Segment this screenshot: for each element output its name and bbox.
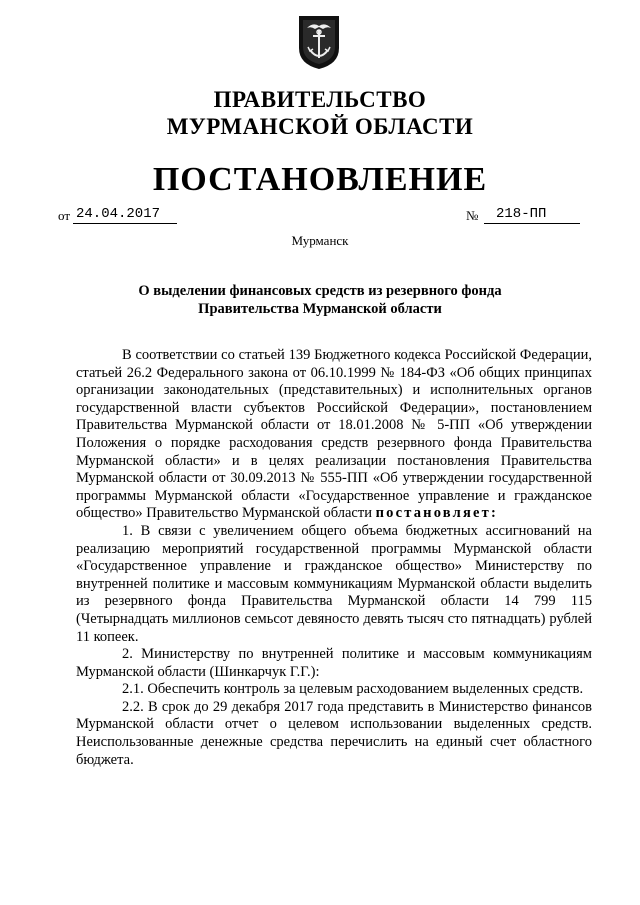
government-title-line1: ПРАВИТЕЛЬСТВО: [213, 87, 427, 112]
document-date: 24.04.2017: [73, 206, 177, 224]
document-type-title: ПОСТАНОВЛЕНИЕ: [152, 161, 488, 198]
government-title-line2: МУРМАНСКОЙ ОБЛАСТИ: [166, 114, 474, 139]
number-prefix: №: [466, 208, 479, 223]
item-1-paragraph: 1. В связи с увеличением общего объема бюджетных ассигнований на реализацию мероприятий государственной программы Мурманской области «Государственное управление и гражданское общество» Министерству по внутренней политике и массовым коммуникациям Мурманской области выделить из резервного фонда Правительства Мурманской области 14 799 115 (Четырнадцать миллионов семьсот девяносто девять тысяч сто пятнадцать) рублей 11 копеек.: [76, 522, 592, 645]
resolves-keyword: постановляет:: [375, 505, 499, 522]
subject-line2: Правительства Мурманской области: [198, 301, 442, 317]
item-2-1-paragraph: 2.1. Обеспечить контроль за целевым расходованием выделенных средств.: [122, 681, 584, 698]
date-prefix: от: [58, 208, 71, 223]
subject-line1: О выделении финансовых средств из резервного фонда: [138, 283, 502, 299]
item-2-paragraph: 2. Министерству по внутренней политике и массовым коммуникациям Мурманской области (Шинкарчук Г.Г.):: [76, 646, 592, 680]
item-2-2-paragraph: 2.2. В срок до 29 декабря 2017 года представить в Министерство финансов Мурманской области отчет о целевом использовании выделенных средств. Неиспользованные денежные средства перечислить на единый счет областного бюджета.: [76, 698, 592, 768]
preamble-paragraph: [76, 347, 592, 523]
coat-of-arms-icon: [297, 14, 341, 70]
preamble-text: В соответствии со статьей 139 Бюджетного кодекса Российской Федерации, статьей 26.2 Федерального закона от 06.10.1999 № 184-ФЗ «Об общих принципах организации законодательных (представительных) и исполнительных органов государственной власти субъектов Российской Федерации», постановлением Правительства Мурманской области от 18.01.2008 № 5-ПП «Об утверждении Положения о порядке расходования средств резервного фонда Правительства Мурманской области» и в целях реализации постановления Правительства Мурманской области от 30.09.2013 № 555-ПП «Об утверждении государственной программы Мурманской области «Государственное управление и гражданское общество» Правительство Мурманской области: [76, 347, 592, 522]
city-name: Мурманск: [291, 233, 349, 248]
document-number: 218-ПП: [484, 206, 580, 224]
document-body: [76, 347, 592, 769]
